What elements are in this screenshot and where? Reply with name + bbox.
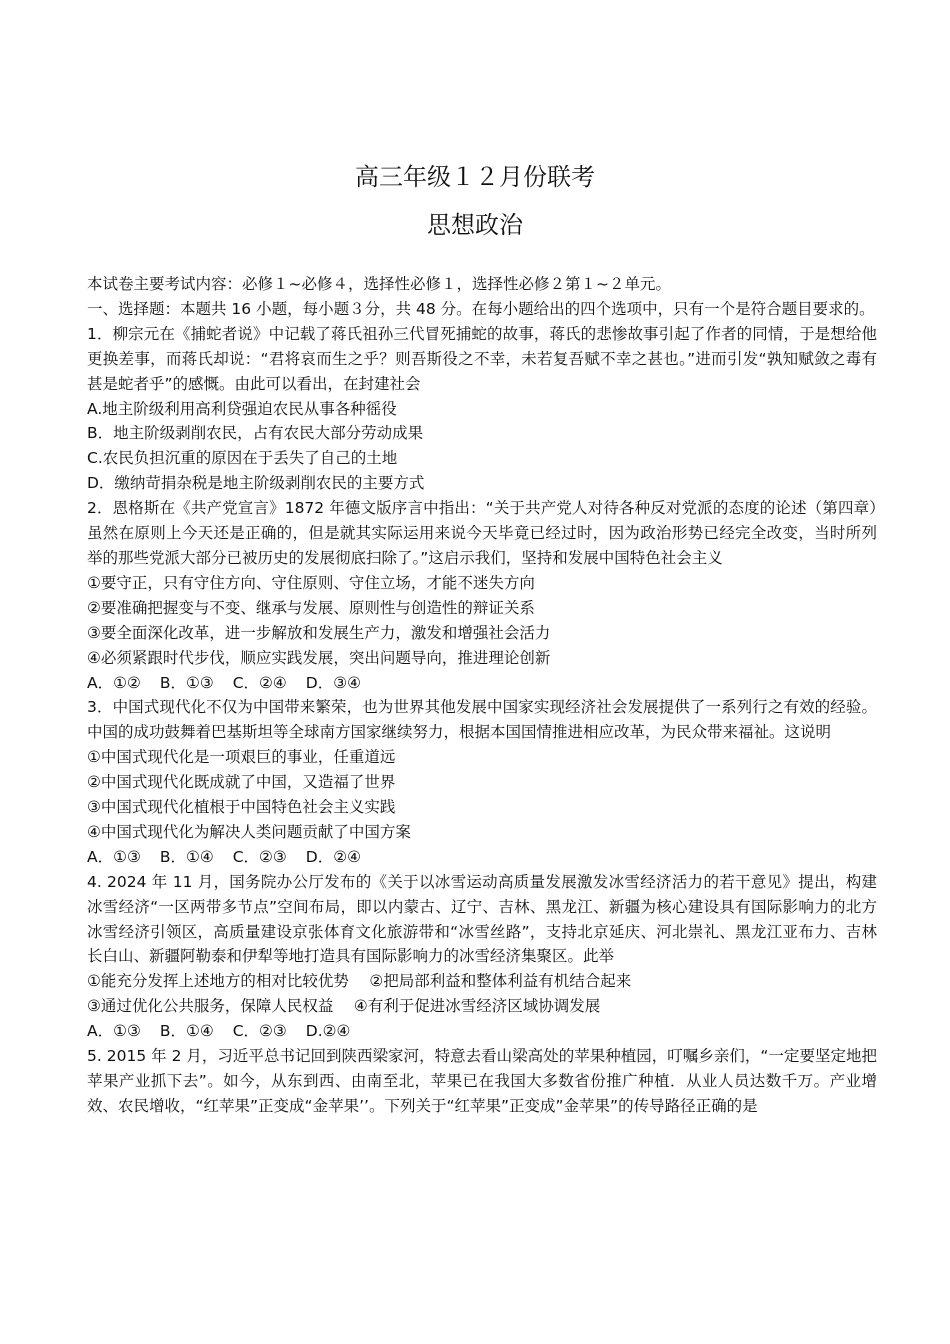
question-4-statements-1-2: ①能充分发挥上述地方的相对比较优势 ②把局部利益和整体利益有机结合起来 [87,972,632,991]
question-4-options [87,1019,877,1044]
question-2-option-c: C．②④ [232,673,287,692]
intro-text: 本试卷主要考试内容：必修１~必修４，选择性必修１，选择性必修２第１~２单元。 [87,275,671,293]
section-heading: 一、选择题：本题共 16 小题，每小题３分，共 48 分。在每小题给出的四个选项中，只有一个是符合题目要求的。 [87,299,875,318]
question-4-option-b: B．①④ [159,1022,214,1041]
exam-content [87,272,877,1119]
question-1-option-c: C.农民负担沉重的原因在于丢失了自己的土地 [87,449,398,468]
question-3-option-a: A．①③ [87,847,141,866]
exam-title: 高三年级１２月份联考 [355,163,595,191]
question-3-statement-2: ②中国式现代化既成就了中国，又造福了世界 [87,773,396,792]
question-2-option-a: A．①② [87,673,141,692]
question-1-option-a: A.地主阶级利用高利贷强迫农民从事各种徭役 [87,399,397,418]
question-2-option-d: D．③④ [305,673,362,692]
question-5-stem: 5. 2015 年 2 月，习近平总书记回到陕西梁家河，特意去看山梁高处的苹果种植园，叮嘱乡亲们，“一定要坚定地把苹果产业抓下去”。如今，从东到西、由南至北，苹果已在我国大多数省份推广种植．从业人员达数千万。产业增效、农民增收，“红苹果”正变成“金苹果’’。下列关于“红苹果”正变成”金苹果”的传导路径正确的是 [87,1047,877,1115]
question-3-stem: 3．中国式现代化不仅为中国带来繁荣，也为世界其他发展中国家实现经济社会发展提供了一系列行之有效的经验。中国的成功鼓舞着巴基斯坦等全球南方国家继续努力，根据本国国情推进相应改革，为民众带来福祉。这说明 [87,698,877,742]
question-3-statement-3: ③中国式现代化植根于中国特色社会主义实践 [87,798,396,817]
question-2-options [87,671,877,696]
question-3-option-c: C．②③ [232,847,287,866]
question-2-statement-3: ③要全面深化改革，进一步解放和发展生产力，激发和增强社会活力 [87,623,551,642]
question-2-statement-2: ②要准确把握变与不变、继承与发展、原则性与创造性的辩证关系 [87,598,535,617]
question-4-option-a: A．①③ [87,1022,141,1041]
question-3-option-b: B．①④ [159,847,214,866]
question-2-statement-4: ④必须紧跟时代步伐，顺应实践发展，突出问题导向，推进理论创新 [87,648,551,667]
question-1-stem: 1．柳宗元在《捕蛇者说》中记载了蒋氏祖孙三代冒死捕蛇的故事，蒋氏的悲惨故事引起了作者的同情，于是想给他更换差事，而蒋氏却说：“君将哀而生之乎？则吾斯役之不幸，未若复吾赋不幸之甚也。”进而引发“孰知赋敛之毒有甚是蛇者乎”的感慨。由此可以看出，在封建社会 [87,324,877,393]
question-4-option-d: D.②④ [305,1022,351,1041]
question-1-option-d: D．缴纳苛捐杂税是地主阶级剥削农民的主要方式 [87,474,425,493]
question-3-statement-4: ④中国式现代化为解决人类问题贡献了中国方案 [87,822,411,841]
question-3-statement-1: ①中国式现代化是一项艰巨的事业，任重道远 [87,748,396,767]
question-4-option-c: C．②③ [232,1022,287,1041]
question-3-option-d: D．②④ [305,847,362,866]
question-4-stem: 4. 2024 年 11 月，国务院办公厅发布的《关于以冰雪运动高质量发展激发冰雪经济活力的若干意见》提出，构建冰雪经济“一区两带多节点”空间布局，即以内蒙古、辽宁、吉林、黑龙江、新疆为核心建设具有国际影响力的北方冰雪经济引领区，高质量建设京张体育文化旅游带和“冰雪丝路”，支持北京延庆、河北崇礼、黑龙江亚布力、吉林长白山、新疆阿勒泰和伊犁等地打造具有国际影响力的冰雪经济集聚区。此举 [87,872,877,966]
question-3-options [87,845,877,870]
question-2-option-b: B．①③ [159,673,214,692]
question-2-stem: 2．恩格斯在《共产党宣言》1872 年德文版序言中指出：“关于共产党人对待各种反对党派的态度的论述（第四章）虽然在原则上今天还是正确的，但是就其实际运用来说今天毕竟已经过时，因为政治形势已经完全改变，当时所列举的那些党派大部分已被历史的发展彻底扫除了。”这启示我们，坚持和发展中国特色社会主义 [87,499,877,567]
question-1-option-b: B．地主阶级剥削农民，占有农民大部分劳动成果 [87,424,424,443]
subject-title: 思想政治 [427,211,523,239]
question-2-statement-1: ①要守正，只有守住方向、守住原则、守住立场，才能不迷失方向 [87,573,535,592]
question-4-statements-3-4: ③通过优化公共服务，保障人民权益 ④有利于促进冰雪经济区域协调发展 [87,997,601,1016]
